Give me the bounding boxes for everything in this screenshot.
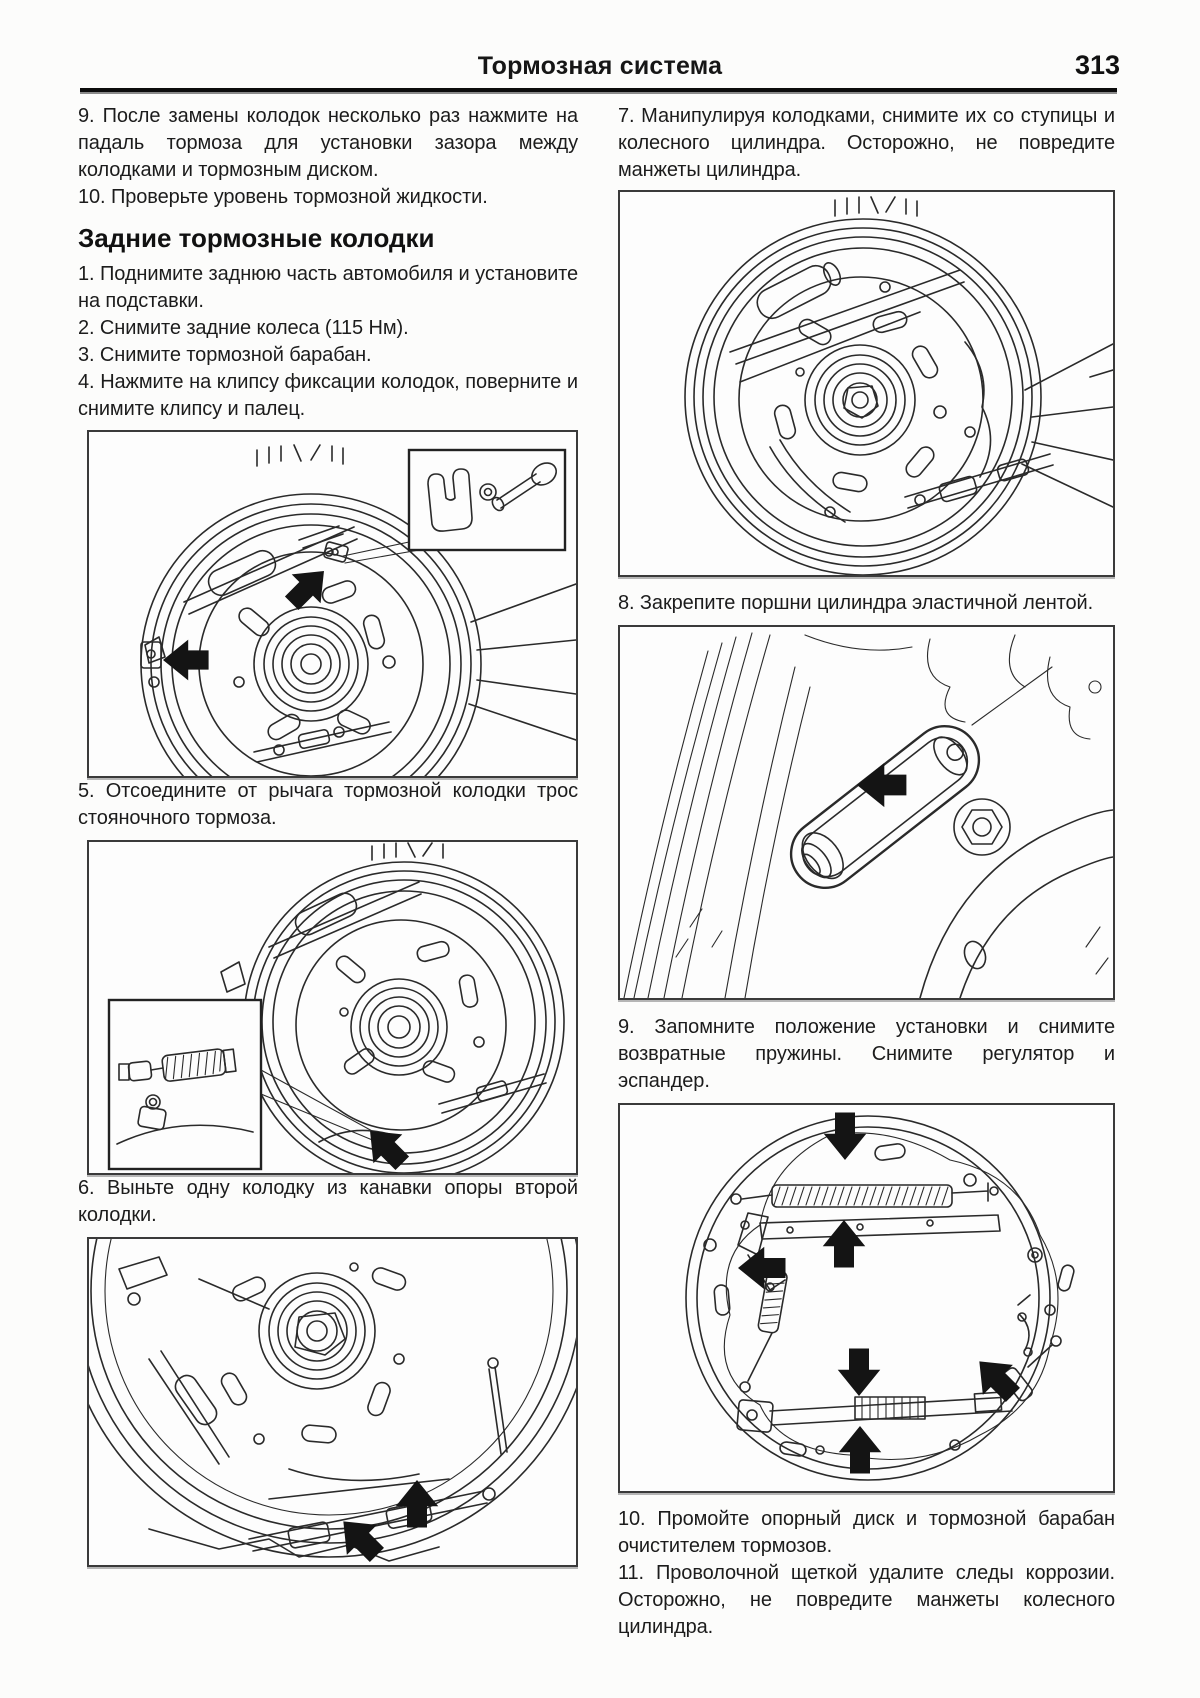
figure-drum-assembly (618, 190, 1115, 577)
figure-wheel-cylinder-band (618, 625, 1115, 1000)
instruction-step-8: 8. Закрепите поршни цилиндра эластичной лентой. (618, 592, 1094, 614)
wheel-cylinder-drawing (620, 627, 1113, 998)
instruction-step-9: 9. После замены колодок несколько раз нажмите на падаль тормоза для установки зазора между колодками и тормозным диском. (78, 105, 578, 181)
section-heading: Задние тормозные колодки (78, 223, 435, 253)
figure-shoe-removal (87, 1237, 578, 1567)
arrow-mid-up-icon (823, 1220, 866, 1268)
instruction-step-2: 2. Снимите задние колеса (115 Нм). (78, 317, 409, 339)
right-column (618, 103, 1115, 1641)
page-number: 313 (1074, 50, 1120, 80)
instruction-step-11: 11. Проволочной щеткой удалите следы коррозии. Осторожно, не повредите манжеты колесного цилиндра. (618, 1562, 1115, 1638)
instruction-step-9: 9. Запомните положение установки и снимите возвратные пружины. Снимите регулятор и эспандер. (618, 1016, 1115, 1092)
arrow-bottom-up-icon (839, 1426, 882, 1474)
instruction-step-10: 10. Проверьте уровень тормозной жидкости. (78, 186, 488, 208)
drum-assembly-drawing (620, 192, 1113, 575)
header-rule (80, 88, 1117, 94)
return-springs-drawing (620, 1105, 1113, 1491)
wheel-cylinder (777, 712, 992, 901)
inset-clip-pin (409, 450, 565, 550)
inset-cable-end (109, 1000, 261, 1169)
brake-cable-drawing (89, 842, 576, 1173)
brake-backing-plate-drawing (89, 432, 576, 776)
instruction-step-5: 5. Отсоедините от рычага тормозной колодки трос стояночного тормоза. (78, 780, 578, 829)
instruction-step-3: 3. Снимите тормозной барабан. (78, 344, 372, 366)
page-title: Тормозная система (477, 52, 723, 80)
instruction-step-4: 4. Нажмите на клипсу фиксации колодок, поверните и снимите клипсу и палец. (78, 371, 578, 420)
arrow-to-left-clip-icon (163, 640, 209, 681)
figure-parking-brake-cable (87, 840, 578, 1175)
figure-shoe-retainer-clip (87, 430, 578, 778)
instruction-step-7: 7. Манипулируя колодками, снимите их со ступицы и колесного цилиндра. Осторожно, не повредите манжеты цилиндра. (618, 105, 1115, 181)
arrow-left-icon (738, 1247, 786, 1290)
figure-return-springs (618, 1103, 1115, 1493)
instruction-step-10r: 10. Промойте опорный диск и тормозной барабан очистителем тормозов. (618, 1508, 1115, 1557)
instruction-step-1: 1. Поднимите заднюю часть автомобиля и установите на подставки. (78, 263, 578, 312)
arrow-mid-down-icon (838, 1349, 881, 1397)
shoe-groove-drawing (89, 1239, 576, 1565)
hex-bolt (962, 810, 1002, 844)
arrow-cylinder-icon (857, 763, 906, 807)
instruction-step-6: 6. Выньте одну колодку из канавки опоры второй колодки. (78, 1177, 578, 1226)
left-column (78, 103, 578, 1567)
